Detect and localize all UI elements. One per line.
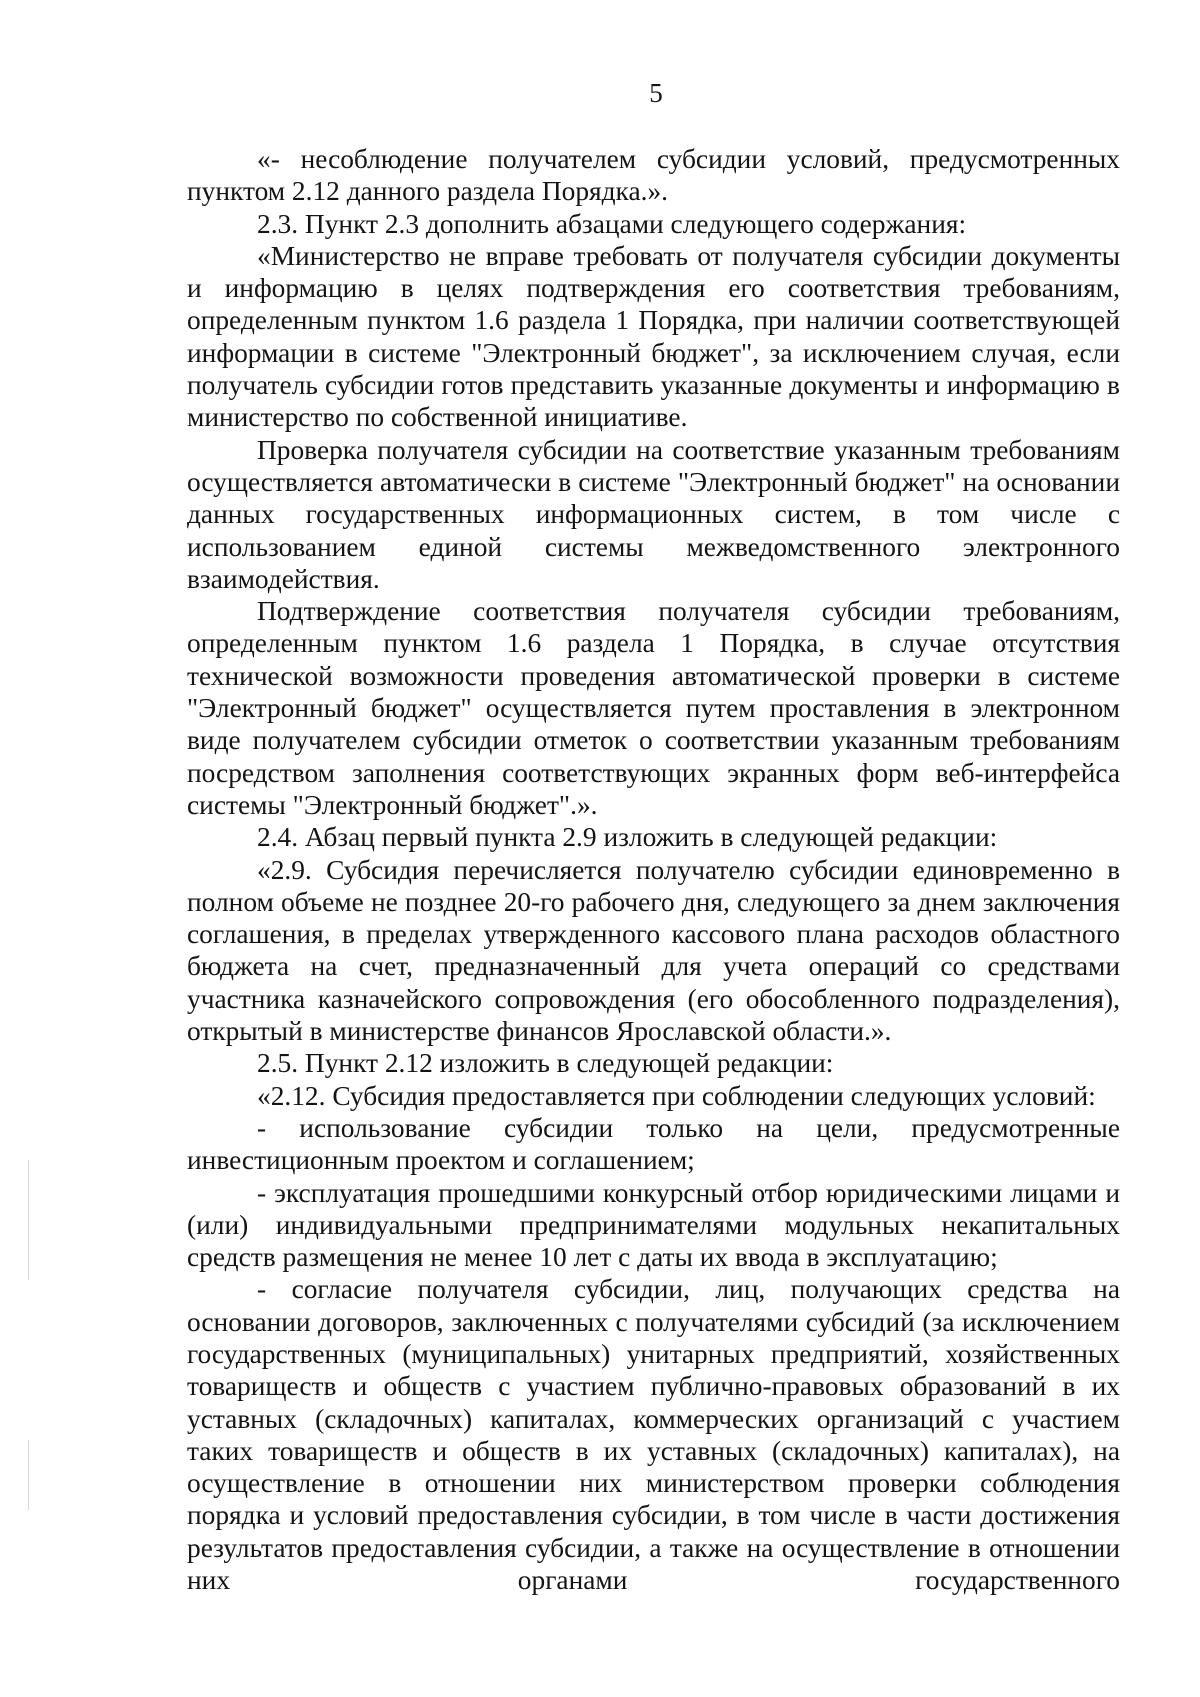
page-number: 5 [649,78,663,108]
paragraph: - согласие получателя субсидии, лиц, получающих средства на основании договоров, заключенных с получателями субсидий (за исключением государственных (муниципальных) унитарных предприятий, хозяйственных товариществ и обществ с участием публично-правовых образований в их уставных (складочных) капиталах, коммерческих организаций с участием таких товариществ и обществ в их уставных (складочных) капиталах), на осуществление в отношении них министерством проверки соблюдения порядка и условий предоставления субсидии, в том числе в части достижения результатов предоставления субсидии, а также на осуществление в отношении них органами государственного [187,1274,1120,1596]
paragraph: «2.12. Субсидия предоставляется при соблюдении следующих условий: [257,1080,1096,1111]
paragraph: 2.5. Пункт 2.12 изложить в следующей редакции: [257,1048,834,1079]
paragraph: «Министерство не вправе требовать от получателя субсидии документы и информацию в целях подтверждения его соответствия требованиям, определенным пунктом 1.6 раздела 1 Порядка, при наличии соответствующей информации в системе "Электронный бюджет", за исключением случая, если получатель субсидии готов представить указанные документы и информацию в министерство по собственной инициативе. [187,240,1120,433]
paragraph: 2.4. Абзац первый пункта 2.9 изложить в следующей редакции: [257,822,998,853]
paragraph: - использование субсидии только на цели, предусмотренные инвестиционным проектом и соглашением; [187,1112,1120,1176]
paragraph: - эксплуатация прошедшими конкурсный отбор юридическими лицами и (или) индивидуальными предпринимателями модульных некапитальных средств размещения не менее 10 лет с даты их ввода в эксплуатацию; [187,1177,1120,1273]
paragraph: «- несоблюдение получателем субсидии условий, предусмотренных пунктом 2.12 данного раздела Порядка.». [187,144,1120,207]
paragraph: «2.9. Субсидия перечисляется получателю субсидии единовременно в полном объеме не позднее 20-го рабочего дня, следующего за днем заключения соглашения, в пределах утвержденного кассового плана расходов областного бюджета на счет, предназначенный для учета операций со средствами участника казначейского сопровождения (его обособленного подразделения), открытый в министерстве финансов Ярославской области.». [187,854,1120,1047]
document-body [187,143,1120,1596]
scan-edge-mark [28,1440,29,1510]
paragraph: Подтверждение соответствия получателя субсидии требованиям, определенным пунктом 1.6 раздела 1 Порядка, в случае отсутствия технической возможности проведения автоматической проверки в системе "Электронный бюджет" осуществляется путем проставления в электронном виде получателем субсидии отметок о соответствии указанным требованиям посредством заполнения соответствующих экранных форм веб-интерфейса системы "Электронный бюджет".». [187,596,1120,820]
paragraph: Проверка получателя субсидии на соответствие указанным требованиям осуществляется автоматически в системе "Электронный бюджет" на основании данных государственных информационных систем, в том числе с использованием единой системы межведомственного электронного взаимодействия. [187,434,1120,594]
paragraph: 2.3. Пункт 2.3 дополнить абзацами следующего содержания: [257,208,967,239]
scan-edge-mark [28,1160,29,1280]
